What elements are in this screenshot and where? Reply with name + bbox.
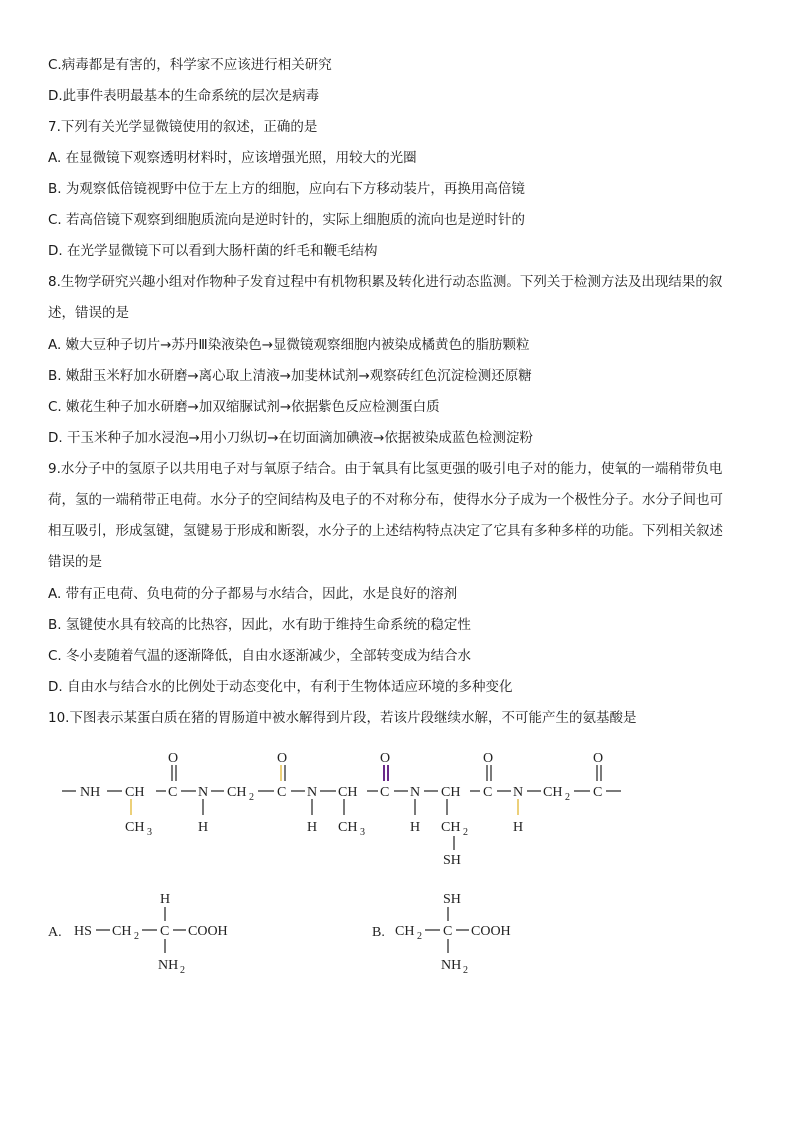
- chain-o-3: O: [380, 751, 391, 766]
- option-a-h: H: [160, 892, 171, 907]
- chain-n-1: N: [198, 785, 209, 800]
- option-a-nh2-sub: 2: [180, 965, 185, 976]
- option-b-cooh: COOH: [471, 924, 511, 939]
- chain-ch2-side-sub: 2: [463, 827, 468, 838]
- q9-option-a: A. 带有正电荷、负电荷的分子都易与水结合，因此，水是良好的溶剂: [48, 586, 458, 602]
- chain-ch3-1-sub: 3: [147, 827, 152, 838]
- chain-ch2-side: CH: [441, 820, 461, 835]
- chain-ch3-1: CH: [125, 820, 145, 835]
- option-b-c: C: [443, 924, 453, 939]
- chain-n-2: N: [307, 785, 318, 800]
- chain-ch3-2-sub: 3: [360, 827, 365, 838]
- chain-n-3: N: [410, 785, 421, 800]
- q7-option-b: B. 为观察低倍镜视野中位于左上方的细胞，应向右下方移动装片，再换用高倍镜: [48, 181, 525, 197]
- chain-n-4: N: [513, 785, 524, 800]
- chain-c-4: C: [483, 785, 493, 800]
- chain-o-2: O: [277, 751, 288, 766]
- option-b-ch2: CH: [395, 924, 415, 939]
- option-a-c: C: [160, 924, 170, 939]
- option-a-structure: [48, 892, 228, 976]
- q7-option-d: D. 在光学显微镜下可以看到大肠杆菌的纤毛和鞭毛结构: [48, 243, 378, 259]
- q6-option-c: C.病毒都是有害的，科学家不应该进行相关研究: [48, 57, 332, 73]
- chain-h-2: H: [307, 820, 318, 835]
- chain-ch2-2: CH: [543, 785, 563, 800]
- option-b-nh2: NH: [441, 958, 462, 973]
- q8-option-d: D. 干玉米种子加水浸泡→用小刀纵切→在切面滴加碘液→依据被染成蓝色检测淀粉: [48, 430, 533, 446]
- chain-ch2-2-sub: 2: [565, 792, 570, 803]
- q9-option-d: D. 自由水与结合水的比例处于动态变化中，有利于生物体适应环境的多种变化: [48, 679, 513, 695]
- chain-c-2: C: [277, 785, 287, 800]
- option-b-ch2-sub: 2: [417, 931, 422, 942]
- option-a-ch2-sub: 2: [134, 931, 139, 942]
- q7-option-c: C. 若高倍镜下观察到细胞质流向是逆时针的，实际上细胞质的流向也是逆时针的: [48, 212, 526, 228]
- chain-ch-2: CH: [338, 785, 358, 800]
- chain-h-1: H: [198, 820, 209, 835]
- chain-ch3-2: CH: [338, 820, 358, 835]
- chain-nh: NH: [80, 785, 101, 800]
- chain-h-4: H: [513, 820, 524, 835]
- option-b-structure: [372, 892, 511, 976]
- q9-stem-line2: 荷，氢的一端稍带正电荷。水分子的空间结构及电子的不对称分布，使得水分子成为一个极性分子。水分子间也可: [48, 492, 723, 508]
- option-b-nh2-sub: 2: [463, 965, 468, 976]
- chain-c-3: C: [380, 785, 390, 800]
- q9-stem-line1: 9.水分子中的氢原子以共用电子对与氧原子结合。由于氧具有比氢更强的吸引电子对的能力，使氧的一端稍带负电: [48, 461, 723, 477]
- q6-option-d: D.此事件表明最基本的生命系统的层次是病毒: [48, 88, 320, 104]
- q9-option-c: C. 冬小麦随着气温的逐渐降低，自由水逐渐减少，全部转变成为结合水: [48, 648, 472, 664]
- option-a-label: A.: [48, 925, 62, 940]
- chain-o-5: O: [593, 751, 604, 766]
- option-a-nh2: NH: [158, 958, 179, 973]
- chain-h-3: H: [410, 820, 421, 835]
- q8-stem-line2: 述，错误的是: [48, 305, 129, 321]
- chain-o-1: O: [168, 751, 179, 766]
- q7-option-a: A. 在显微镜下观察透明材料时，应该增强光照，用较大的光圈: [48, 150, 417, 166]
- peptide-chain: [62, 751, 621, 868]
- q8-option-a: A. 嫩大豆种子切片→苏丹Ⅲ染液染色→显微镜观察细胞内被染成橘黄色的脂肪颗粒: [48, 337, 530, 353]
- chain-c-5: C: [593, 785, 603, 800]
- chain-ch2-1: CH: [227, 785, 247, 800]
- option-a-ch2: CH: [112, 924, 132, 939]
- q10-stem: 10.下图表示某蛋白质在猪的胃肠道中被水解得到片段，若该片段继续水解，不可能产生的氨基酸是: [48, 710, 637, 726]
- chain-ch2-1-sub: 2: [249, 792, 254, 803]
- chain-c-1: C: [168, 785, 178, 800]
- chain-o-4: O: [483, 751, 494, 766]
- q9-stem-line3: 相互吸引，形成氢键，氢键易于形成和断裂，水分子的上述结构特点决定了它具有多种多样的功能。下列相关叙述: [48, 523, 723, 539]
- q8-stem-line1: 8.生物学研究兴趣小组对作物种子发育过程中有机物积累及转化进行动态监测。下列关于检测方法及出现结果的叙: [48, 274, 723, 290]
- q7-stem: 7.下列有关光学显微镜使用的叙述，正确的是: [48, 119, 318, 135]
- q9-option-b: B. 氢键使水具有较高的比热容，因此，水有助于维持生命系统的稳定性: [48, 617, 471, 633]
- chain-ch-1: CH: [125, 785, 145, 800]
- option-b-label: B.: [372, 925, 385, 940]
- option-a-cooh: COOH: [188, 924, 228, 939]
- q9-stem-line4: 错误的是: [48, 554, 102, 570]
- chain-ch-3: CH: [441, 785, 461, 800]
- q8-option-b: B. 嫩甜玉米籽加水研磨→离心取上清液→加斐林试剂→观察砖红色沉淀检测还原糖: [48, 368, 532, 384]
- option-b-sh: SH: [443, 892, 461, 907]
- q8-option-c: C. 嫩花生种子加水研磨→加双缩脲试剂→依据紫色反应检测蛋白质: [48, 399, 440, 415]
- option-a-hs: HS: [74, 924, 92, 939]
- chain-sh: SH: [443, 853, 461, 868]
